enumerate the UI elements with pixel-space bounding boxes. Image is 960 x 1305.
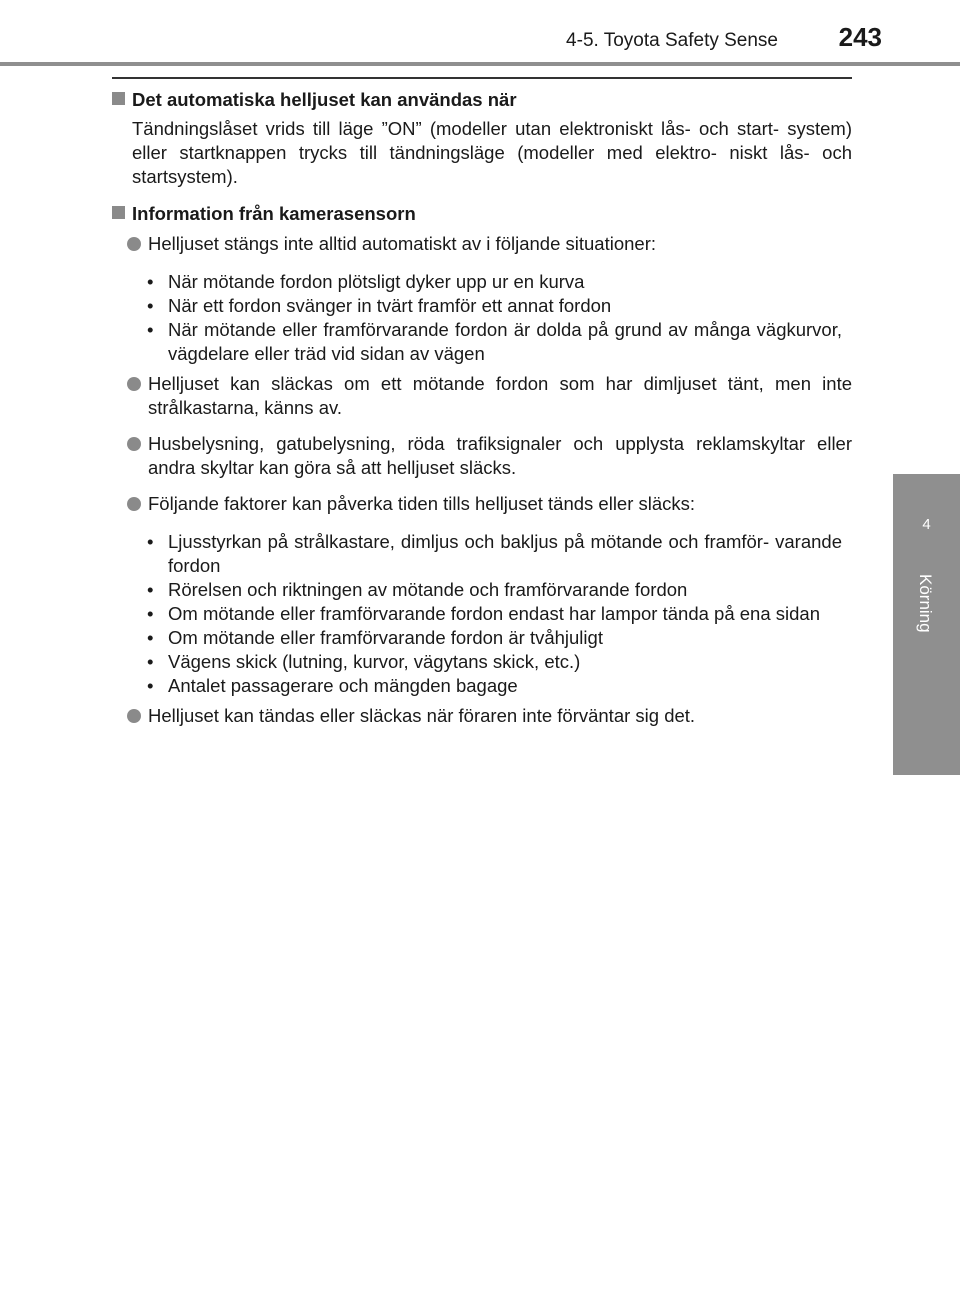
bullet-item: Helljuset stängs inte alltid automatiskt av i följande situationer: [112,232,852,256]
section-paragraph: Tändningslåset vrids till läge ”ON” (modeller utan elektroniskt lås- och start- system) eller startknappen trycks till tändningsläge (modeller med elektro- niskt lås- och startsystem). [132,118,852,187]
dot-mark-icon: • [147,651,154,672]
sub-list [112,530,852,698]
sub-list-item: • Vägens skick (lutning, kurvor, vägytans skick, etc.) [147,651,581,672]
header-band [0,0,960,66]
section-heading: Det automatiska helljuset kan användas när [112,88,852,112]
header-rule [112,77,852,79]
sub-list-item: • Antalet passagerare och mängden bagage [147,675,518,696]
circle-bullet-icon [127,497,141,511]
dot-mark-icon: • [147,295,154,316]
sub-list-item: • Rörelsen och riktningen av mötande och framförvarande fordon [147,579,688,600]
page-content [112,88,852,728]
circle-bullet-icon [127,709,141,723]
dot-mark-icon: • [147,271,154,292]
bullet-item: Följande faktorer kan påverka tiden tills helljuset tänds eller släcks: [112,492,852,516]
sub-list-item: • När mötande eller framförvarande fordon är dolda på grund av många vägkurvor, vägdelare eller träd vid sidan av vägen [147,319,842,364]
circle-bullet-icon [127,237,141,251]
sub-list-item: • Ljusstyrkan på strålkastare, dimljus och bakljus på mötande och framför- varande fordon [147,531,842,576]
sub-list-item: • När mötande fordon plötsligt dyker upp ur en kurva [147,271,585,292]
sub-list [112,270,852,366]
bullet-item: Helljuset kan släckas om ett mötande fordon som har dimljuset tänt, men inte strålkastarna, känns av. [112,372,852,420]
dot-mark-icon: • [147,531,154,552]
dot-mark-icon: • [147,319,154,340]
sub-list-item: • Om mötande eller framförvarande fordon endast har lampor tända på ena sidan [147,603,820,624]
bullet-item: Husbelysning, gatubelysning, röda trafiksignaler och upplysta reklamskyltar eller andra skyltar kan göra så att helljuset släcks. [112,432,852,480]
circle-bullet-icon [127,437,141,451]
sub-list-item: • Om mötande eller framförvarande fordon är tvåhjuligt [147,627,603,648]
square-bullet-icon [112,206,125,219]
chapter-number: 4 [922,516,931,533]
section-heading: Information från kamerasensorn [112,202,852,226]
dot-mark-icon: • [147,603,154,624]
square-bullet-icon [112,92,125,105]
sub-list-item: • När ett fordon svänger in tvärt framför ett annat fordon [147,295,612,316]
chapter-tab [893,474,960,775]
dot-mark-icon: • [147,627,154,648]
chapter-label: Körning [916,574,935,633]
dot-mark-icon: • [147,579,154,600]
bullet-item: Helljuset kan tändas eller släckas när föraren inte förväntar sig det. [112,704,852,728]
section-title: 4-5. Toyota Safety Sense [566,30,778,51]
circle-bullet-icon [127,377,141,391]
page-number: 243 [838,22,882,52]
dot-mark-icon: • [147,675,154,696]
